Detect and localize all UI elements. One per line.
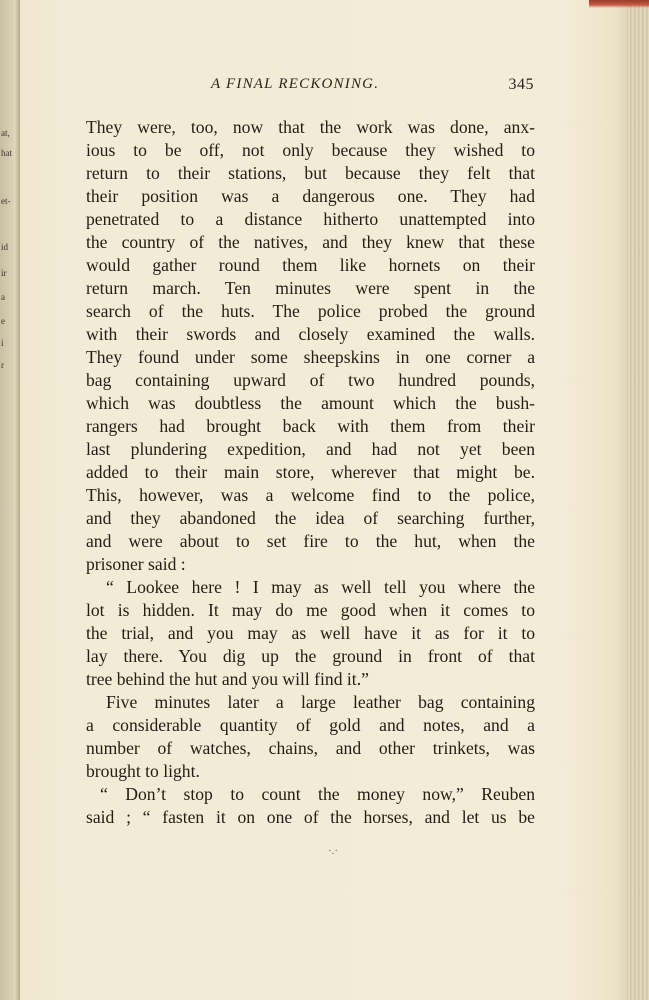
facing-page-fragment: r xyxy=(1,360,4,370)
text-line: and they abandoned the idea of searching further, xyxy=(86,508,535,528)
text-line: added to their main store, wherever that might be. xyxy=(86,462,535,482)
text-line: the trial, and you may as well have it as for it to xyxy=(86,623,535,643)
text-line: They were, too, now that the work was done, anx- xyxy=(86,117,535,137)
text-line: They found under some sheepskins in one corner a xyxy=(86,347,535,367)
text-line: last plundering expedition, and had not yet been xyxy=(86,439,535,459)
facing-page-fragment: e xyxy=(1,316,5,326)
facing-page-fragment: a xyxy=(1,292,5,302)
text-line: return march. Ten minutes were spent in the xyxy=(86,278,535,298)
text-line: ious to be off, not only because they wished to xyxy=(86,140,535,160)
text-line: a considerable quantity of gold and notes, and a xyxy=(86,715,535,735)
facing-page-fragment: i xyxy=(1,338,4,348)
body-text xyxy=(86,116,535,829)
text-line: their position was a dangerous one. They had xyxy=(86,186,535,206)
text-line: with their swords and closely examined the walls. xyxy=(86,324,535,344)
text-line: rangers had brought back with them from their xyxy=(86,416,535,436)
paragraph-end-line: brought to light. xyxy=(86,761,200,781)
facing-page-fragment: hat xyxy=(1,148,12,158)
facing-page-fragment: id xyxy=(1,242,9,252)
text-line: This, however, was a welcome find to the police, xyxy=(86,485,535,505)
page-number: 345 xyxy=(508,76,534,93)
binding-shadow xyxy=(14,0,20,1000)
page-edges xyxy=(627,0,649,1000)
chapter-title: A FINAL RECKONING. xyxy=(211,76,380,92)
text-line: number of watches, chains, and other trinkets, was xyxy=(86,738,535,758)
text-line: search of the huts. The police probed the ground xyxy=(86,301,535,321)
facing-page-fragment: et- xyxy=(1,196,11,206)
paragraph-end-line: tree behind the hut and you will find it.” xyxy=(86,669,369,689)
text-line: the country of the natives, and they knew that these xyxy=(86,232,535,252)
text-line: “ Lookee here ! I may as well tell you where the xyxy=(106,577,535,597)
text-line: penetrated to a distance hitherto unattempted into xyxy=(86,209,535,229)
text-line: Five minutes later a large leather bag containing xyxy=(106,692,535,712)
text-line: “ Don’t stop to count the money now,” Reuben xyxy=(100,784,535,804)
red-edge-marking xyxy=(589,0,649,8)
text-line: would gather round them like hornets on their xyxy=(86,255,535,275)
text-line: said ; “ fasten it on one of the horses, and let us be xyxy=(86,807,535,827)
facing-page-fragment: at, xyxy=(1,128,10,138)
paragraph-end-line: prisoner said : xyxy=(86,554,186,574)
text-line: lay there. You dig up the ground in front of that xyxy=(86,646,535,666)
ink-speck: ·.· xyxy=(328,845,339,857)
facing-page-fragment: ir xyxy=(1,268,7,278)
text-line: which was doubtless the amount which the bush- xyxy=(86,393,535,413)
text-line: bag containing upward of two hundred pounds, xyxy=(86,370,535,390)
text-line: return to their stations, but because they felt that xyxy=(86,163,535,183)
text-line: and were about to set fire to the hut, when the xyxy=(86,531,535,551)
text-line: lot is hidden. It may do me good when it comes to xyxy=(86,600,535,620)
running-head xyxy=(84,76,534,98)
